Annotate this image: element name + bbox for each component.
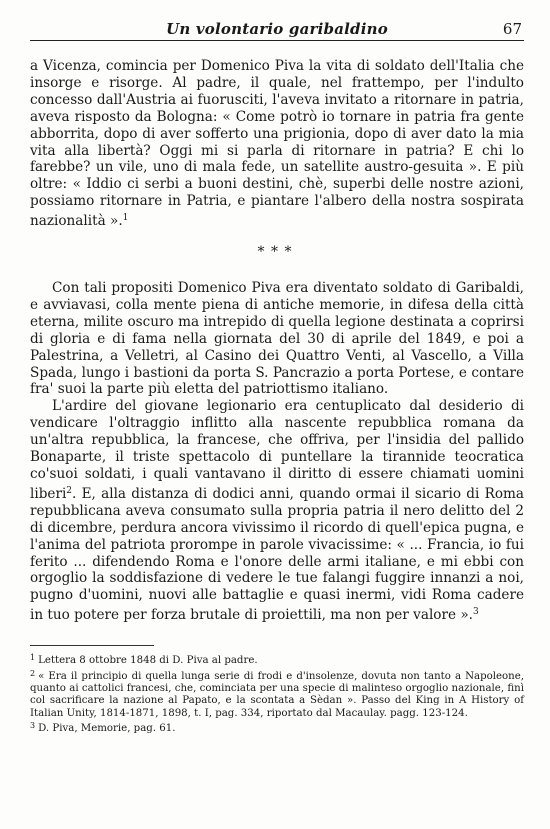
paragraph-3-text-a: L'ardire del giovane legionario era centuplicato dal desiderio di vendicare l'oltraggio inflitto alla nascente repubblica romana da un'altra repubblica, la francese, che offriva, per l'insidia del pallido Bonaparte, il triste spettacolo di puntellare la tirannide teocratica co'suoi soldati, i quali vantavano il diritto di essere chiamati uomini liberi bbox=[30, 398, 524, 502]
body-section-1 bbox=[30, 58, 524, 230]
footnote-ref-1: 1 bbox=[122, 213, 129, 224]
footnote-ref-2: 2 bbox=[66, 485, 73, 496]
page-number: 67 bbox=[502, 20, 522, 38]
footnote-3 bbox=[30, 720, 524, 735]
header-rule bbox=[30, 40, 524, 41]
page-header bbox=[30, 18, 524, 38]
footnote-1 bbox=[30, 652, 524, 667]
footnote-1-text: Lettera 8 ottobre 1848 di D. Piva al padre. bbox=[38, 655, 258, 666]
footnote-2-number: 2 bbox=[30, 668, 36, 678]
paragraph-1 bbox=[30, 58, 524, 230]
paragraph-3-text-b: . E, alla distanza di dodici anni, quando ormai il sicario di Roma repubblicana aveva consumato sulla propria patria il nero delitto del 2 di dicembre, perdura ancora vivissimo il ricordo di quell'epica pugna, e l'anima del patriota prorompe in parole vivacissime: « ... Francia, io fui ferito ... difendendo Roma e l'onore delle armi italiane, e mi ebbi con orgoglio la soddisfazione di vedere le tue falangi fuggire innanzi a noi, pugno d'uomini, nuovi alle battaglie e quasi inermi, vidi Roma cadere in tuo potere per forza brutale di proiettili, ma non per valore ». bbox=[30, 485, 524, 624]
running-title: Un volontario garibaldino bbox=[166, 20, 388, 38]
footnote-rule bbox=[30, 645, 154, 646]
footnotes bbox=[30, 652, 524, 736]
footnote-3-number: 3 bbox=[30, 721, 36, 731]
body-section-2 bbox=[30, 280, 524, 624]
footnote-1-number: 1 bbox=[30, 653, 36, 662]
paragraph-1-text: a Vicenza, comincia per Domenico Piva la vita di soldato dell'Italia che insorge e risorge. Al padre, il quale, nel frattempo, per l'indulto concesso dall'Austria ai fuorusciti, l'aveva invitato a ritornare in patria, aveva risposto da Bologna: « Come potrò io tornare in patria fra gente abborrita, dopo di aver sofferto una prigionia, dopo di aver dato la mia vita alla libertà? Oggi mi si parla di ritornare in patria? E chi lo farebbe? un vile, uno di mala fede, un satellite austro-gesuita ». E più oltre: « Iddio ci serbi a buoni destini, chè, superbi delle nostre azioni, possiamo ritornare in Patria, e piantare l'albero della nostra sospirata nazionalità ». bbox=[30, 58, 524, 230]
footnote-2 bbox=[30, 668, 524, 720]
section-break-asterism: * * * bbox=[257, 244, 293, 260]
paragraph-3 bbox=[30, 398, 524, 624]
footnote-ref-3: 3 bbox=[472, 607, 479, 618]
paragraph-2: Con tali propositi Domenico Piva era diventato soldato di Garibaldi, e avviavasi, colla mente piena di antiche memorie, in difesa della città eterna, milite oscuro ma intrepido di quella legione destinata a coprirsi di gloria e di fama nella giornata del 30 di aprile del 1849, e poi a Palestrina, a Velletri, al Casino dei Quattro Venti, al Vascello, a Villa Spada, lungo i bastioni da porta S. Pancrazio a porta Portese, e contare fra' suoi la parte più eletta del patriottismo italiano. bbox=[30, 280, 524, 398]
footnote-2-text: « Era il principio di quella lunga serie di frodi e d'insolenze, dovuta non tanto a Napoleone, quanto ai cattolici francesi, che, cominciata per una specie di malinteso orgoglio nazionale, finì col sacrificare la nazione al Papato, e la scontata a Sèdan ». Passo del King in A History of Italian Unity, 1814-1871, 1898, t. I, pag. 334, riportato dal Macaulay. pagg. 123-124. bbox=[30, 670, 524, 719]
footnote-3-text: D. Piva, Memorie, pag. 61. bbox=[38, 723, 176, 735]
